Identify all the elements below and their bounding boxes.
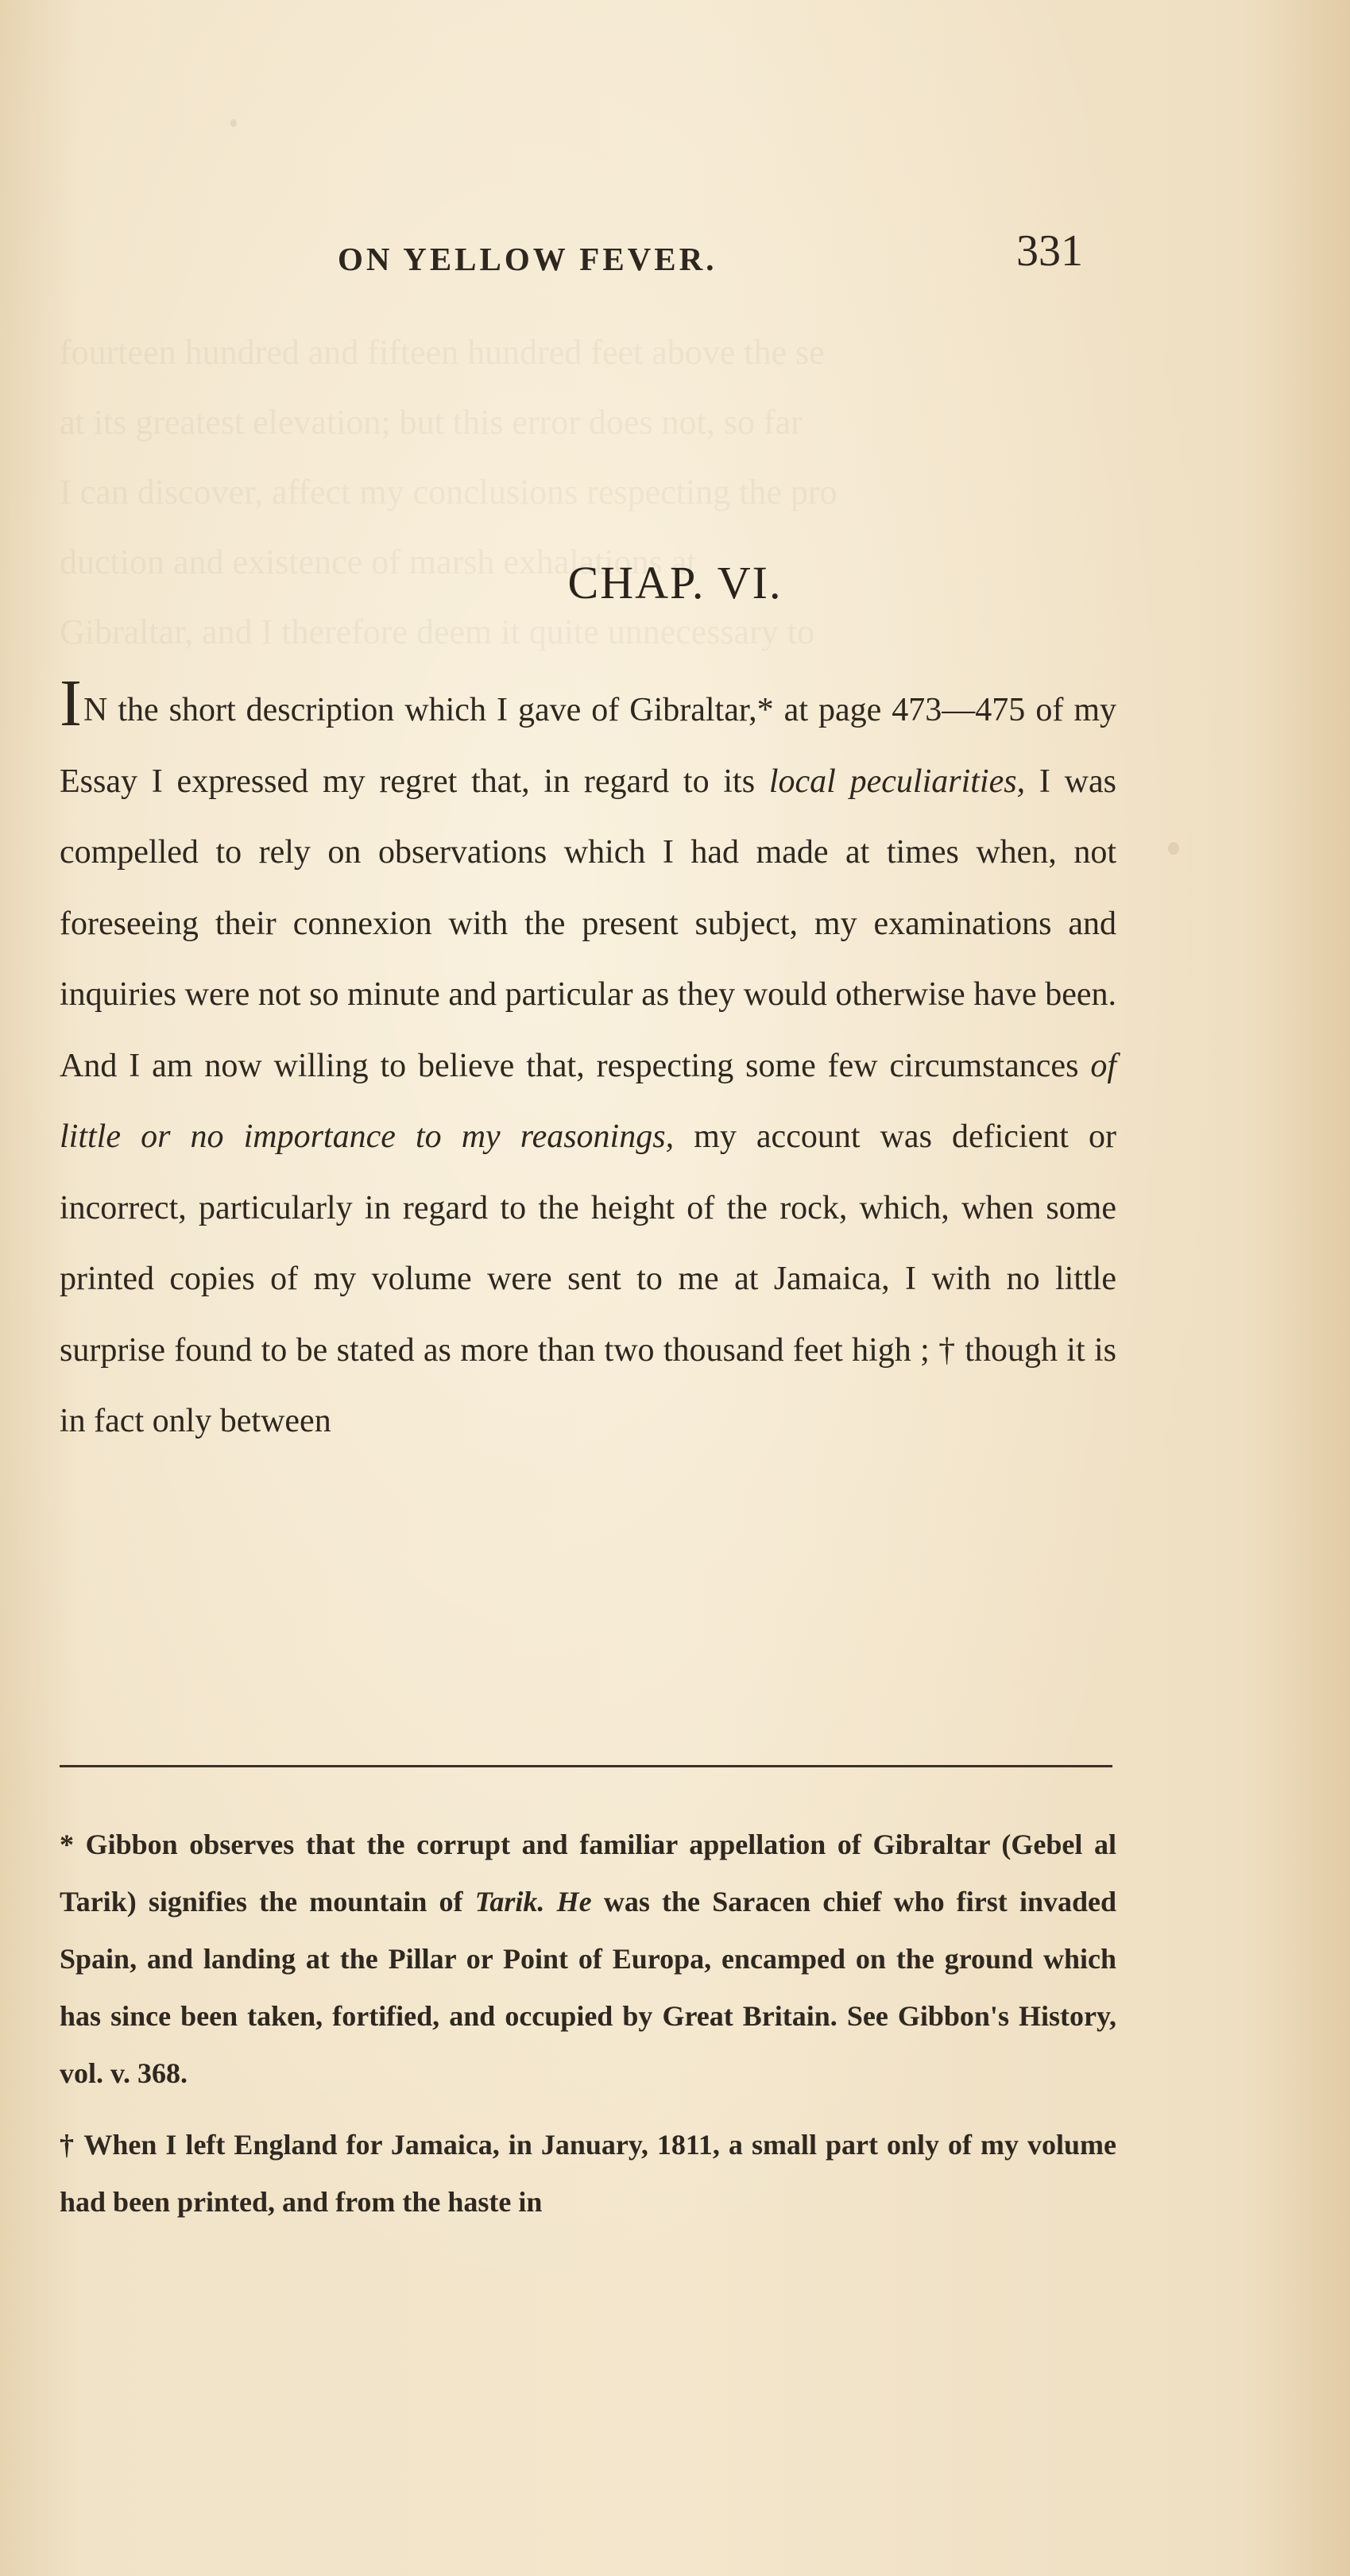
foxing-spot [1168,842,1179,855]
drop-cap: I [60,666,82,740]
show-through-text: duction and existence of marsh exhalations at [60,543,697,581]
body-italic-run: local peculiarities, [768,763,1026,800]
footnote-text-run: was the Saracen chief who first invaded Spain, and landing at the Pillar or Point of Europa, encamped on the ground which has since been taken, fortified, and occupied by Great Britain. See Gibbon's History, vol. v. 368. [60,1886,1116,2089]
foxing-spot [230,119,237,127]
show-through-text: Gibraltar, and I therefore deem it quite unnecessary to [60,612,814,651]
chapter-title: CHAP. VI. [567,557,783,608]
page-number: 331 [1016,226,1083,276]
show-through-text: at its greatest elevation; but this error does not, so far [60,403,803,442]
show-through-text: I can discover, affect my conclusions respecting the pro [60,473,837,512]
footnote-italic-run: Tarik. He [474,1886,592,1918]
show-through-text: fourteen hundred and fifteen hundred feet above the se [60,333,825,372]
body-italic-run: of little or no importance to my reasonings, [60,1047,1116,1155]
footnote-text-run: † When I left England for Jamaica, in January, 1811, a small part only of my volume had been printed, and from the haste in [60,2129,1116,2218]
footnote-rule [60,1765,1112,1767]
footnote-jamaica [60,2116,1116,2230]
footnotes [60,1816,1116,2245]
footnote-text-run: * Gibbon observes that the corrupt and familiar appellation of Gibraltar (Gebel al Tarik) signifies the mountain of [60,1829,1116,1918]
running-head: ON YELLOW FEVER. [338,241,718,277]
body-text-run: N the short description which I gave of Gibraltar,* at page 473—475 of my Essay I expressed my regret that, in regard to its [60,692,1116,800]
body-paragraph [60,666,1116,1458]
body-text-run: my account was deficient or incorrect, particularly in regard to the height of the rock, which, when some printed copies of my volume were sent to me at Jamaica, I with no little surprise found to be stated as more than two thousand feet high ; † though it is in fact only between [60,1118,1116,1439]
body-text-run: I was compelled to rely on observations which I had made at times when, not foreseeing their connexion with the present subject, my examinations and inquiries were not so minute and particular as they would otherwise have been. And I am now willing to believe that, respecting some few circumstances [60,763,1116,1084]
footnote-gibbon [60,1816,1116,2102]
